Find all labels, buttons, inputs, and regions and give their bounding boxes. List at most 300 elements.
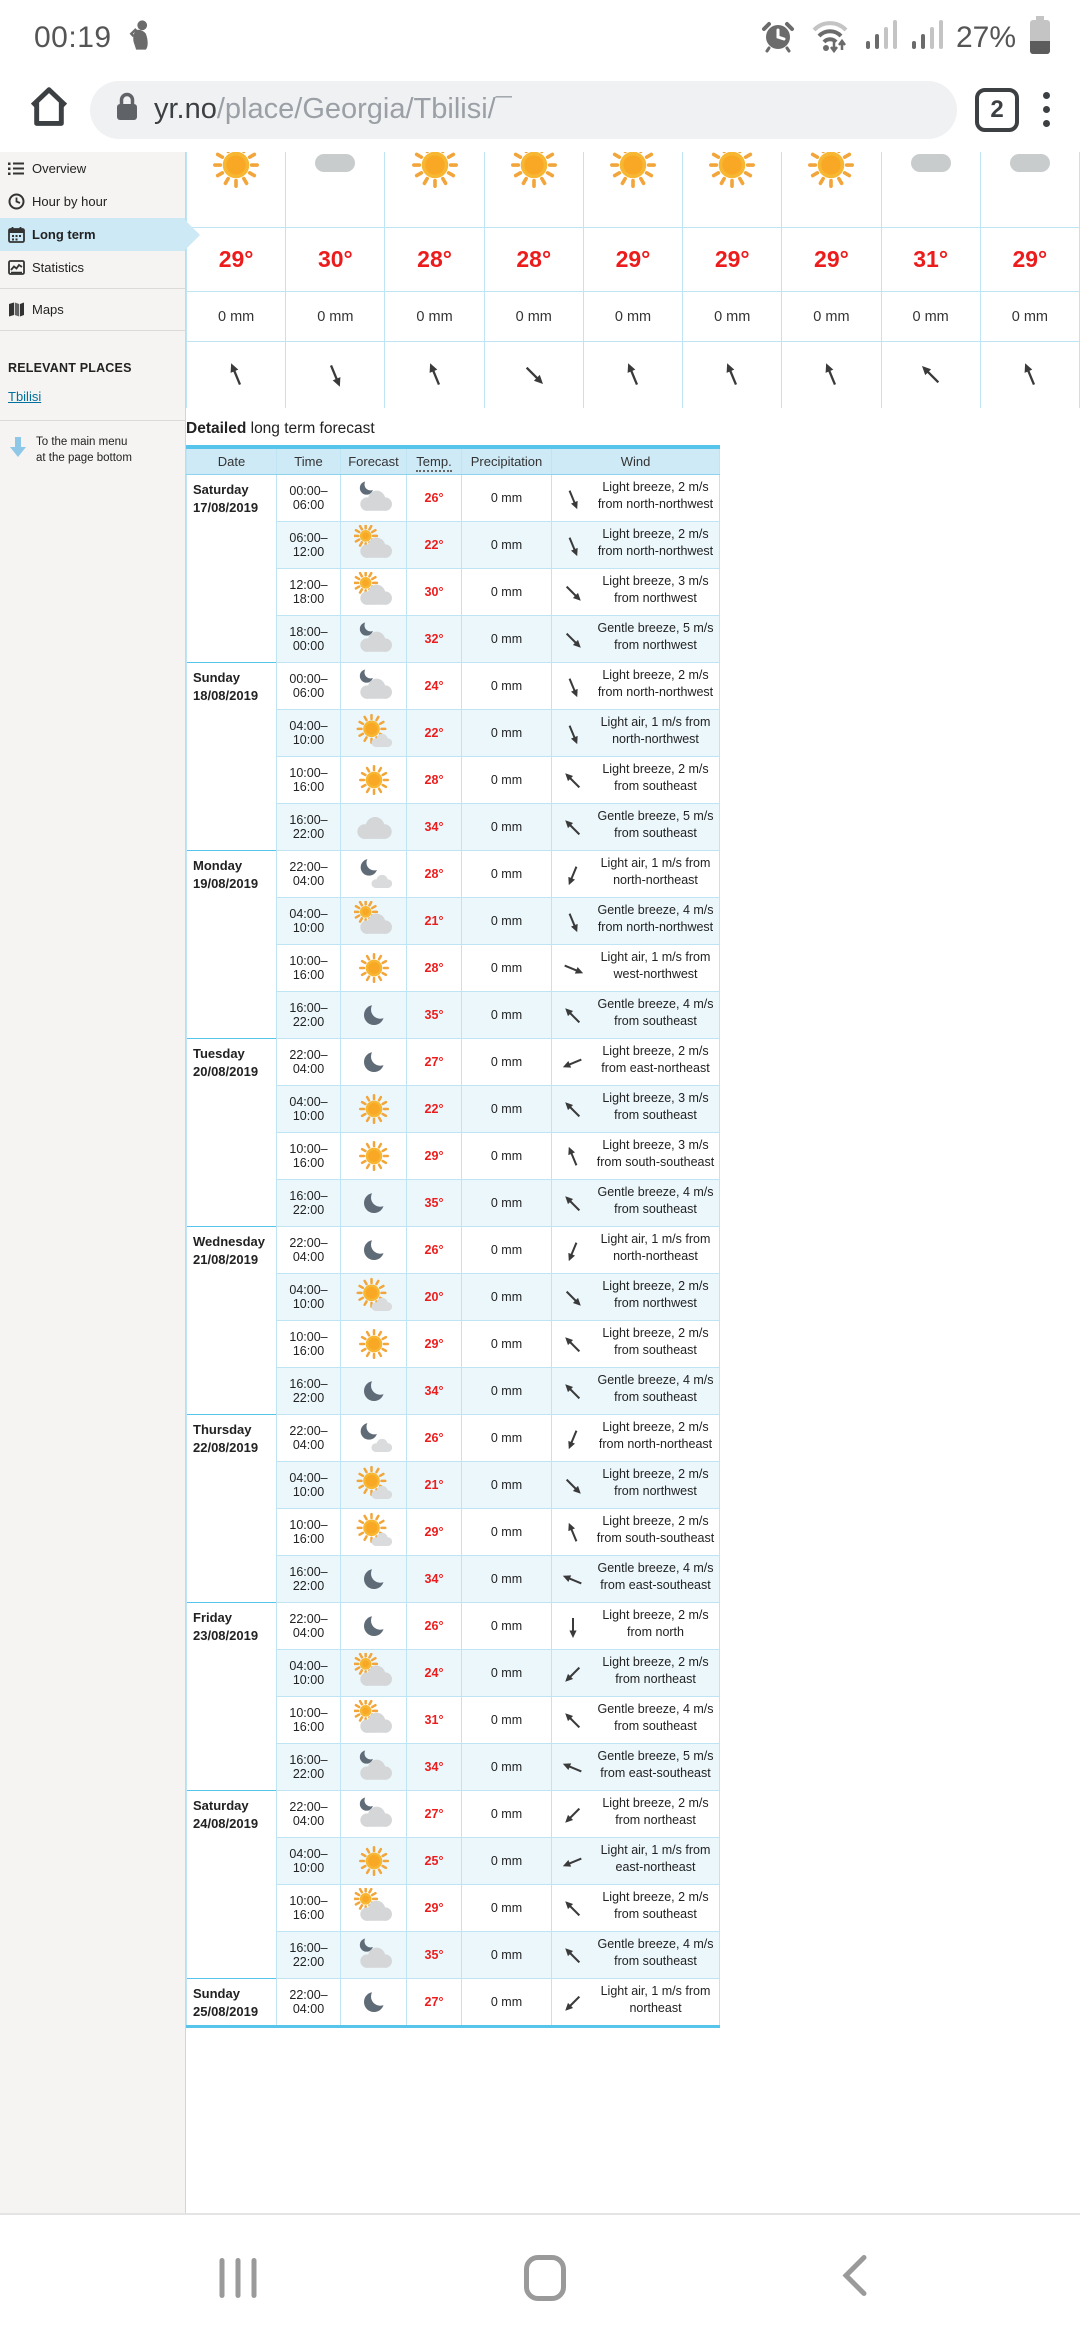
- temp-cell: 35°: [407, 1180, 462, 1227]
- temp-cell: 31°: [407, 1697, 462, 1744]
- precip-cell: 0 mm: [462, 569, 552, 616]
- time-cell: 16:00– 22:00: [277, 804, 341, 851]
- temp-cell: 28°: [407, 945, 462, 992]
- precip-cell: 0 mm: [462, 1791, 552, 1838]
- wind-arrow-icon: [556, 716, 590, 752]
- overview-column: [286, 152, 385, 408]
- precip-cell: 0 mm: [462, 1838, 552, 1885]
- back-icon[interactable]: [838, 2251, 872, 2304]
- to-main-menu-note[interactable]: To the main menu at the page bottom: [0, 420, 185, 466]
- wind-arrow-icon: [556, 904, 590, 940]
- forecast-row: [187, 1791, 720, 1838]
- column-header-precipitation: Precipitation: [462, 447, 552, 475]
- time-cell: 22:00– 04:00: [277, 1603, 341, 1650]
- time-cell: 16:00– 22:00: [277, 1368, 341, 1415]
- url-bar[interactable]: [90, 81, 957, 139]
- temp-cell: 24°: [407, 663, 462, 710]
- forecast-cell: [341, 1697, 407, 1744]
- wind-cell: Light breeze, 2 m/s from northeast: [552, 1791, 720, 1838]
- temp-cell: 24°: [407, 1650, 462, 1697]
- precip-cell: 0 mm: [462, 1415, 552, 1462]
- wind-arrow-icon: [556, 481, 590, 517]
- precip-cell: 0 mm: [462, 710, 552, 757]
- precip-cell: 0 mm: [462, 898, 552, 945]
- forecast-cell: [341, 804, 407, 851]
- wind-arrow-icon: [556, 1280, 590, 1316]
- wind-arrow-icon: [556, 1327, 590, 1363]
- wind-cell: Gentle breeze, 5 m/s from northwest: [552, 616, 720, 663]
- date-cell: Monday 19/08/2019: [187, 851, 277, 1039]
- home-icon[interactable]: [26, 84, 72, 135]
- time-cell: 22:00– 04:00: [277, 851, 341, 898]
- forecast-cell: [341, 1274, 407, 1321]
- sun-icon: [802, 152, 860, 199]
- overview-column: [683, 152, 782, 408]
- stats-icon: [8, 259, 25, 276]
- signal-icon-sim1: [864, 17, 898, 58]
- overview-column: [882, 152, 981, 408]
- menu-kebab-icon[interactable]: [1037, 88, 1056, 131]
- temp-cell: 22°: [407, 522, 462, 569]
- wind-cell: Gentle breeze, 4 m/s from east-southeast: [552, 1556, 720, 1603]
- time-cell: 22:00– 04:00: [277, 1791, 341, 1838]
- sidebar-item-long-term[interactable]: Long term: [0, 218, 185, 251]
- wind-arrow-icon: [556, 763, 590, 799]
- wind-arrow-icon: [286, 342, 384, 408]
- moon-cloud-icon: [343, 1418, 404, 1458]
- wind-cell: Light breeze, 2 m/s from south-southeast: [552, 1509, 720, 1556]
- moon-icon: [343, 995, 404, 1035]
- overview-column: [385, 152, 484, 408]
- overview-precip: 0 mm: [286, 292, 384, 342]
- tab-switcher-button[interactable]: 2: [975, 88, 1019, 132]
- wind-arrow-icon: [556, 1797, 590, 1833]
- forecast-cell: [341, 1321, 407, 1368]
- temp-cell: 22°: [407, 710, 462, 757]
- detailed-forecast-table: [186, 445, 720, 2028]
- precip-cell: 0 mm: [462, 1650, 552, 1697]
- temp-cell: 29°: [407, 1509, 462, 1556]
- status-time: 00:19: [34, 20, 112, 54]
- wind-cell: Gentle breeze, 4 m/s from southeast: [552, 1368, 720, 1415]
- precip-cell: 0 mm: [462, 1932, 552, 1979]
- wind-cell: Gentle breeze, 4 m/s from southeast: [552, 1697, 720, 1744]
- detail-table-title: Detailed long term forecast: [186, 420, 375, 437]
- overview-column: [584, 152, 683, 408]
- wind-arrow-icon: [556, 575, 590, 611]
- cloud-moon-icon: [343, 619, 404, 659]
- url-text: [154, 93, 512, 126]
- overview-temp: 30°: [286, 228, 384, 292]
- wind-arrow-icon: [556, 669, 590, 705]
- forecast-row: [187, 1415, 720, 1462]
- cloud-sun-icon: [343, 1653, 404, 1693]
- wind-cell: Light air, 1 m/s from north-northwest: [552, 710, 720, 757]
- sun-cloud-icon: [343, 713, 404, 753]
- sidebar-item-hour-by-hour[interactable]: Hour by hour: [0, 185, 185, 218]
- cloud-sun-icon: [343, 572, 404, 612]
- time-cell: 22:00– 04:00: [277, 1415, 341, 1462]
- time-cell: 10:00– 16:00: [277, 945, 341, 992]
- forecast-row: [187, 1603, 720, 1650]
- wind-arrow-icon: [882, 342, 980, 408]
- overview-temp: 29°: [187, 228, 285, 292]
- battery-icon: [1028, 15, 1052, 60]
- precip-cell: 0 mm: [462, 851, 552, 898]
- time-cell: 04:00– 10:00: [277, 1274, 341, 1321]
- wind-cell: Light air, 1 m/s from northeast: [552, 1979, 720, 2027]
- sun-icon: [343, 948, 404, 988]
- wind-arrow-icon: [556, 1186, 590, 1222]
- wind-cell: Light breeze, 2 m/s from north-northwest: [552, 663, 720, 710]
- precip-cell: 0 mm: [462, 1603, 552, 1650]
- temp-cell: 32°: [407, 616, 462, 663]
- forecast-cell: [341, 1180, 407, 1227]
- notification-person-icon: [126, 18, 156, 57]
- sidebar-link-tbilisi[interactable]: Tbilisi: [8, 389, 42, 404]
- temp-cell: 28°: [407, 757, 462, 804]
- forecast-cell: [341, 851, 407, 898]
- time-cell: 04:00– 10:00: [277, 1650, 341, 1697]
- wind-arrow-icon: [556, 1750, 590, 1786]
- temp-cell: 34°: [407, 1368, 462, 1415]
- time-cell: 06:00– 12:00: [277, 522, 341, 569]
- precip-cell: 0 mm: [462, 1133, 552, 1180]
- overview-temp: 29°: [981, 228, 1079, 292]
- precip-cell: 0 mm: [462, 1744, 552, 1791]
- time-cell: 22:00– 04:00: [277, 1227, 341, 1274]
- precip-cell: 0 mm: [462, 1368, 552, 1415]
- forecast-row: [187, 1227, 720, 1274]
- precip-cell: 0 mm: [462, 1697, 552, 1744]
- wind-cell: Gentle breeze, 4 m/s from southeast: [552, 1180, 720, 1227]
- temp-cell: 27°: [407, 1791, 462, 1838]
- forecast-cell: [341, 569, 407, 616]
- cloud-sun-icon: [343, 1700, 404, 1740]
- sidebar-item-maps[interactable]: Maps: [0, 293, 185, 326]
- sun-icon: [343, 1089, 404, 1129]
- forecast-cell: [341, 1885, 407, 1932]
- main-content: [186, 152, 1080, 2213]
- forecast-cell: [341, 475, 407, 522]
- sun-cloud-icon: [343, 1512, 404, 1552]
- moon-icon: [343, 1230, 404, 1270]
- time-cell: 04:00– 10:00: [277, 898, 341, 945]
- android-nav-bar: [0, 2213, 1080, 2340]
- wind-cell: Gentle breeze, 5 m/s from southeast: [552, 804, 720, 851]
- forecast-cell: [341, 992, 407, 1039]
- overview-precip: 0 mm: [385, 292, 483, 342]
- wind-arrow-icon: [385, 342, 483, 408]
- time-cell: 22:00– 04:00: [277, 1039, 341, 1086]
- sun-icon: [207, 152, 265, 199]
- wind-cell: Gentle breeze, 4 m/s from north-northwest: [552, 898, 720, 945]
- wind-arrow-icon: [556, 1233, 590, 1269]
- wind-cell: Light breeze, 2 m/s from northwest: [552, 1274, 720, 1321]
- sun-icon: [604, 152, 662, 199]
- overview-precip: 0 mm: [485, 292, 583, 342]
- forecast-cell: [341, 663, 407, 710]
- moon-icon: [343, 1606, 404, 1646]
- precip-cell: 0 mm: [462, 1885, 552, 1932]
- precip-cell: 0 mm: [462, 475, 552, 522]
- wind-arrow-icon: [556, 1139, 590, 1175]
- precip-cell: 0 mm: [462, 522, 552, 569]
- wind-arrow-icon: [556, 1045, 590, 1081]
- forecast-row: [187, 663, 720, 710]
- wind-cell: Light breeze, 3 m/s from south-southeast: [552, 1133, 720, 1180]
- map-icon: [8, 301, 25, 318]
- wind-cell: Light breeze, 2 m/s from north-northeast: [552, 1415, 720, 1462]
- wind-arrow-icon: [556, 1562, 590, 1598]
- temp-cell: 28°: [407, 851, 462, 898]
- sidebar-item-statistics[interactable]: Statistics: [0, 251, 185, 284]
- wind-arrow-icon: [584, 342, 682, 408]
- battery-percent: 27%: [955, 20, 1016, 54]
- temp-cell: 29°: [407, 1133, 462, 1180]
- precip-cell: 0 mm: [462, 663, 552, 710]
- temp-cell: 34°: [407, 1556, 462, 1603]
- overview-precip: 0 mm: [882, 292, 980, 342]
- wind-arrow-icon: [556, 951, 590, 987]
- sun-icon: [343, 1136, 404, 1176]
- precip-cell: 0 mm: [462, 757, 552, 804]
- forecast-cell: [341, 1650, 407, 1697]
- wind-arrow-icon: [556, 1609, 590, 1645]
- time-cell: 04:00– 10:00: [277, 710, 341, 757]
- temp-cell: 20°: [407, 1274, 462, 1321]
- overview-forecast-table: [186, 152, 1080, 408]
- overview-precip: 0 mm: [782, 292, 880, 342]
- wind-arrow-icon: [556, 1092, 590, 1128]
- time-cell: 22:00– 04:00: [277, 1979, 341, 2027]
- precip-cell: 0 mm: [462, 1321, 552, 1368]
- cloud-moon-icon: [343, 1935, 404, 1975]
- temp-cell: 27°: [407, 1039, 462, 1086]
- moon-icon: [343, 1982, 404, 2022]
- sidebar-divider: [0, 288, 185, 289]
- wind-cell: Light breeze, 2 m/s from northwest: [552, 1462, 720, 1509]
- wind-arrow-icon: [981, 342, 1079, 408]
- wind-cell: Light breeze, 2 m/s from north-northwest: [552, 522, 720, 569]
- time-cell: 16:00– 22:00: [277, 992, 341, 1039]
- wind-cell: Light breeze, 2 m/s from north: [552, 1603, 720, 1650]
- time-cell: 00:00– 06:00: [277, 663, 341, 710]
- overview-precip: 0 mm: [683, 292, 781, 342]
- temp-cell: 26°: [407, 1603, 462, 1650]
- precip-cell: 0 mm: [462, 1274, 552, 1321]
- overview-column: [485, 152, 584, 408]
- time-cell: 10:00– 16:00: [277, 1697, 341, 1744]
- time-cell: 04:00– 10:00: [277, 1462, 341, 1509]
- forecast-cell: [341, 1415, 407, 1462]
- calendar-icon: [8, 226, 25, 243]
- time-cell: 10:00– 16:00: [277, 1321, 341, 1368]
- browser-toolbar: [0, 75, 1080, 152]
- sun-icon: [343, 1841, 404, 1881]
- forecast-cell: [341, 1603, 407, 1650]
- date-cell: Tuesday 20/08/2019: [187, 1039, 277, 1227]
- precip-cell: 0 mm: [462, 804, 552, 851]
- overview-temp: 28°: [385, 228, 483, 292]
- forecast-cell: [341, 1039, 407, 1086]
- forecast-row: [187, 1979, 720, 2027]
- date-cell: Wednesday 21/08/2019: [187, 1227, 277, 1415]
- wind-arrow-icon: [556, 1656, 590, 1692]
- forecast-cell: [341, 522, 407, 569]
- forecast-cell: [341, 1368, 407, 1415]
- time-cell: 12:00– 18:00: [277, 569, 341, 616]
- url-domain: yr.no: [154, 93, 217, 125]
- sidebar-item-overview[interactable]: Overview: [0, 152, 185, 185]
- forecast-cell: [341, 1838, 407, 1885]
- wind-arrow-icon: [556, 1844, 590, 1880]
- column-header-time: Time: [277, 447, 341, 475]
- wind-arrow-icon: [556, 528, 590, 564]
- cloud-moon-icon: [343, 1747, 404, 1787]
- column-header-forecast: Forecast: [341, 447, 407, 475]
- wind-cell: Light breeze, 2 m/s from north-northwest: [552, 475, 720, 522]
- time-cell: 16:00– 22:00: [277, 1744, 341, 1791]
- precip-cell: 0 mm: [462, 1039, 552, 1086]
- forecast-cell: [341, 1556, 407, 1603]
- time-cell: 04:00– 10:00: [277, 1086, 341, 1133]
- moon-cloud-icon: [343, 854, 404, 894]
- sun-icon: [406, 152, 464, 199]
- forecast-cell: [341, 710, 407, 757]
- precip-cell: 0 mm: [462, 1227, 552, 1274]
- time-cell: 16:00– 22:00: [277, 1180, 341, 1227]
- sun-icon: [703, 152, 761, 199]
- wifi-icon: [808, 16, 852, 59]
- temp-cell: 26°: [407, 475, 462, 522]
- list-icon: [8, 160, 25, 177]
- temp-cell: 29°: [407, 1885, 462, 1932]
- cloud-moon-icon: [343, 1794, 404, 1834]
- overview-temp: 31°: [882, 228, 980, 292]
- forecast-cell: [341, 757, 407, 804]
- wind-cell: Light breeze, 2 m/s from southeast: [552, 1885, 720, 1932]
- wind-cell: Light air, 1 m/s from north-northeast: [552, 851, 720, 898]
- time-cell: 10:00– 16:00: [277, 1509, 341, 1556]
- url-path: /place/Georgia/Tbilisi/¯: [216, 93, 512, 125]
- wind-cell: Light breeze, 2 m/s from northeast: [552, 1650, 720, 1697]
- alarm-icon: [760, 17, 796, 58]
- time-cell: 10:00– 16:00: [277, 1133, 341, 1180]
- forecast-cell: [341, 945, 407, 992]
- column-header-date: Date: [187, 447, 277, 475]
- forecast-cell: [341, 898, 407, 945]
- temp-cell: 27°: [407, 1979, 462, 2027]
- wind-cell: Gentle breeze, 4 m/s from southeast: [552, 1932, 720, 1979]
- forecast-cell: [341, 1979, 407, 2027]
- down-arrow-icon: [8, 435, 28, 457]
- wind-arrow-icon: [556, 1515, 590, 1551]
- wind-arrow-icon: [556, 1468, 590, 1504]
- sun-icon: [343, 1324, 404, 1364]
- precip-cell: 0 mm: [462, 1556, 552, 1603]
- cloud-icon: [911, 154, 951, 172]
- wind-arrow-icon: [556, 622, 590, 658]
- moon-icon: [343, 1559, 404, 1599]
- sun-icon: [343, 760, 404, 800]
- lock-icon: [114, 91, 140, 128]
- forecast-cell: [341, 1509, 407, 1556]
- date-cell: Saturday 24/08/2019: [187, 1791, 277, 1979]
- wind-arrow-icon: [556, 810, 590, 846]
- clock-icon: [8, 193, 25, 210]
- forecast-cell: [341, 1086, 407, 1133]
- wind-cell: Light breeze, 2 m/s from southeast: [552, 757, 720, 804]
- wind-cell: Light air, 1 m/s from west-northwest: [552, 945, 720, 992]
- cloud-icon: [343, 807, 404, 847]
- time-cell: 04:00– 10:00: [277, 1838, 341, 1885]
- forecast-row: [187, 851, 720, 898]
- status-bar: [0, 0, 1080, 75]
- temp-cell: 35°: [407, 992, 462, 1039]
- date-cell: Saturday 17/08/2019: [187, 475, 277, 663]
- cloud-sun-icon: [343, 525, 404, 565]
- precip-cell: 0 mm: [462, 945, 552, 992]
- precip-cell: 0 mm: [462, 1180, 552, 1227]
- relevant-places-heading: RELEVANT PLACES: [8, 361, 132, 375]
- home-nav-icon[interactable]: [524, 2255, 566, 2301]
- temp-cell: 29°: [407, 1321, 462, 1368]
- wind-arrow-icon: [782, 342, 880, 408]
- temp-cell: 21°: [407, 898, 462, 945]
- overview-column: [981, 152, 1080, 408]
- temp-cell: 34°: [407, 804, 462, 851]
- overview-temp: 29°: [782, 228, 880, 292]
- column-header-temp[interactable]: Temp.: [407, 447, 462, 475]
- wind-arrow-icon: [556, 998, 590, 1034]
- recents-icon[interactable]: [220, 2258, 257, 2298]
- forecast-row: [187, 475, 720, 522]
- moon-icon: [343, 1042, 404, 1082]
- time-cell: 18:00– 00:00: [277, 616, 341, 663]
- overview-precip: 0 mm: [584, 292, 682, 342]
- wind-arrow-icon: [485, 342, 583, 408]
- wind-arrow-icon: [187, 342, 285, 408]
- overview-temp: 29°: [683, 228, 781, 292]
- temp-cell: 34°: [407, 1744, 462, 1791]
- sidebar-divider: [0, 330, 185, 331]
- overview-precip: 0 mm: [187, 292, 285, 342]
- wind-cell: Light air, 1 m/s from east-northeast: [552, 1838, 720, 1885]
- wind-arrow-icon: [556, 1421, 590, 1457]
- temp-cell: 25°: [407, 1838, 462, 1885]
- precip-cell: 0 mm: [462, 1462, 552, 1509]
- wind-cell: Light air, 1 m/s from north-northeast: [552, 1227, 720, 1274]
- cloud-sun-icon: [343, 901, 404, 941]
- forecast-cell: [341, 1133, 407, 1180]
- wind-arrow-icon: [556, 1985, 590, 2021]
- temp-cell: 26°: [407, 1415, 462, 1462]
- sidebar: [0, 152, 186, 2213]
- precip-cell: 0 mm: [462, 1509, 552, 1556]
- time-cell: 16:00– 22:00: [277, 1932, 341, 1979]
- wind-cell: Light breeze, 3 m/s from northwest: [552, 569, 720, 616]
- forecast-cell: [341, 1744, 407, 1791]
- wind-cell: Gentle breeze, 4 m/s from southeast: [552, 992, 720, 1039]
- wind-cell: Light breeze, 3 m/s from southeast: [552, 1086, 720, 1133]
- temp-cell: 35°: [407, 1932, 462, 1979]
- precip-cell: 0 mm: [462, 1979, 552, 2027]
- wind-arrow-icon: [556, 1703, 590, 1739]
- cloud-sun-icon: [343, 1888, 404, 1928]
- date-cell: Sunday 25/08/2019: [187, 1979, 277, 2027]
- wind-arrow-icon: [556, 1374, 590, 1410]
